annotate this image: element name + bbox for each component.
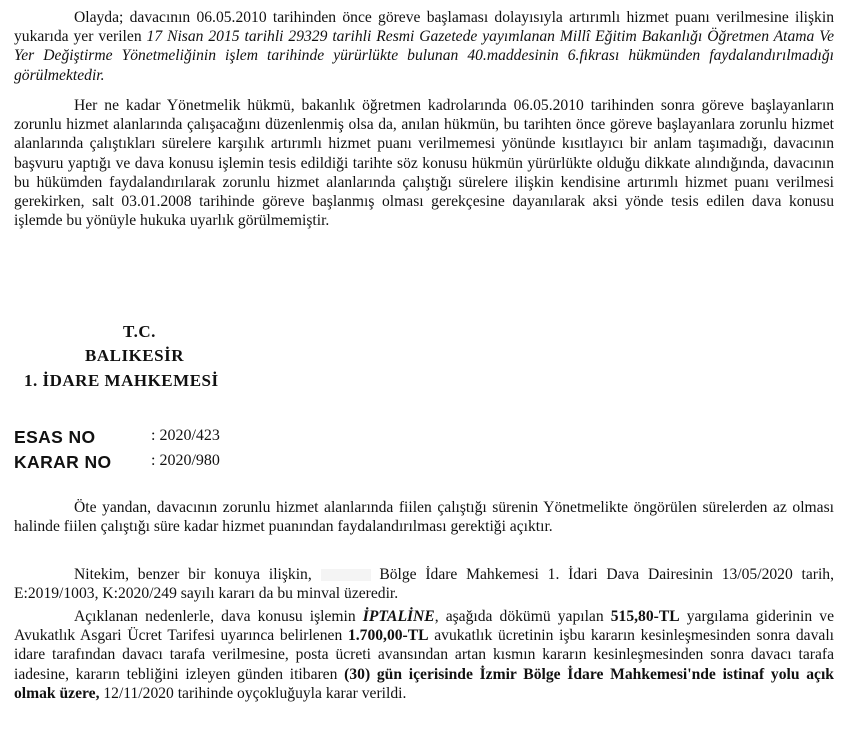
karar-no-value: : 2020/980 xyxy=(151,452,220,469)
paragraph-her-ne-kadar: Her ne kadar Yönetmelik hükmü, bakanlık öğretmen kadrolarında 06.05.2010 tarihinden sonra göreve başlayanların zorunlu hizmet alanlarında çalışacağını düzenlenmiş olsa da, anılan hükmün, bu tarihten önce göreve başlayanlara zorunlu hizmet alanlarında çalıştıkları sürelere karşılık artırımlı hizmet puanı verilmemesi yönünde kısıtlayıcı bir anlam taşımadığı, davacının başvuru yaptığı ve dava konusu işlemin tesis edildiği tarihte söz konusu hükmün yürürlükte olduğu dikkate alındığında, davacının bu hükümden faydalandırılarak zorunlu hizmet alanlarında çalıştığı sürelere ilişkin kendisine artırımlı hizmet puanı verilmesi gerekirken, salt 03.01.2008 tarihinde göreve başlanmış olması gerekçesine dayanılarak aksi yönde tesis edilen dava konusu işlemde bu yönüyle hukuka uyarlık görülmemiştir. xyxy=(14,97,834,230)
redacted-region xyxy=(321,569,371,581)
court-header-tc: T.C. xyxy=(123,322,156,341)
paragraph-ote-yandan: Öte yandan, davacının zorunlu hizmet alanlarında fiilen çalıştığı sürenin Yönetmelikte öngörülen sürelerden az olması halinde fiilen çalıştığı süre kadar hizmet puanından faydalandırılması gerektiği açıktır. xyxy=(14,499,834,536)
court-header-city: BALIKESİR xyxy=(85,346,184,365)
paragraph-hukum: Açıklanan nedenlerle, dava konusu işlemin İPTALİNE, aşağıda dökümü yapılan 515,80-TL yargılama giderinin ve Avukatlık Asgari Ücret Tarifesi uyarınca belirlenen 1.700,00-TL avukatlık ücretinin işbu kararın kesinleşmesinden sonra davalı idare tarafından davacı tarafa verilmesine, posta ücreti avansından artan kısmın kararın kesinleşmesinden sonra davacı tarafa iadesine, kararın tebliğini izleyen günden itibaren (30) gün içerisinde İzmir Bölge İdare Mahkemesi'nde istinaf yolu açık olmak üzere, 12/11/2020 tarihinde oyçokluğuyla karar verildi. xyxy=(14,608,834,702)
yargilama-gideri-amount: 515,80-TL xyxy=(610,608,680,625)
court-header-court: 1. İDARE MAHKEMESİ xyxy=(24,371,219,390)
esas-no-label: ESAS NO xyxy=(14,427,96,447)
istinaf-notice: (30) gün içerisinde İzmir Bölge İdare Mahkemesi'nde istinaf yolu açık olmak üzere, xyxy=(14,665,834,702)
esas-no-value: : 2020/423 xyxy=(151,427,220,444)
avukatlik-ucreti-amount: 1.700,00-TL xyxy=(347,627,429,645)
iptaline-text: İPTALİNE xyxy=(362,608,435,625)
paragraph-nitekim: Nitekim, benzer bir konuya ilişkin, Bölge İdare Mahkemesi 1. İdari Dava Dairesinin 13/05/2020 tarih, E:2019/1003, K:2020/249 sayılı kararı da bu minval üzeredir. xyxy=(14,566,834,603)
paragraph-olayda: Olayda; davacının 06.05.2010 tarihinden önce göreve başlaması dolayısıyla artırımlı hizmet puanı verilmesine ilişkin yukarıda yer verilen 17 Nisan 2015 tarihli 29329 tarihli Resmi Gazetede yayımlanan Millî Eğitim Bakanlığı Öğretmen Atama Ve Yer Değiştirme Yönetmeliğinin işlem tarihinde yürürlükte bulunan 40.maddesinin 6.fıkrası hükmünden faydalandırılmadığı görülmektedir. xyxy=(14,9,834,84)
karar-no-label: KARAR NO xyxy=(14,452,112,472)
regulation-reference: 17 Nisan 2015 tarihli 29329 tarihli Resmi Gazetede yayımlanan Millî Eğitim Bakanlığı Öğretmen Atama Ve Yer Değiştirme Yönetmeliğinin işlem tarihinde yürürlükte bulunan 40.maddesinin 6.fıkrası hükmünden faydalandırılmadığı görülmektedir. xyxy=(14,28,834,84)
